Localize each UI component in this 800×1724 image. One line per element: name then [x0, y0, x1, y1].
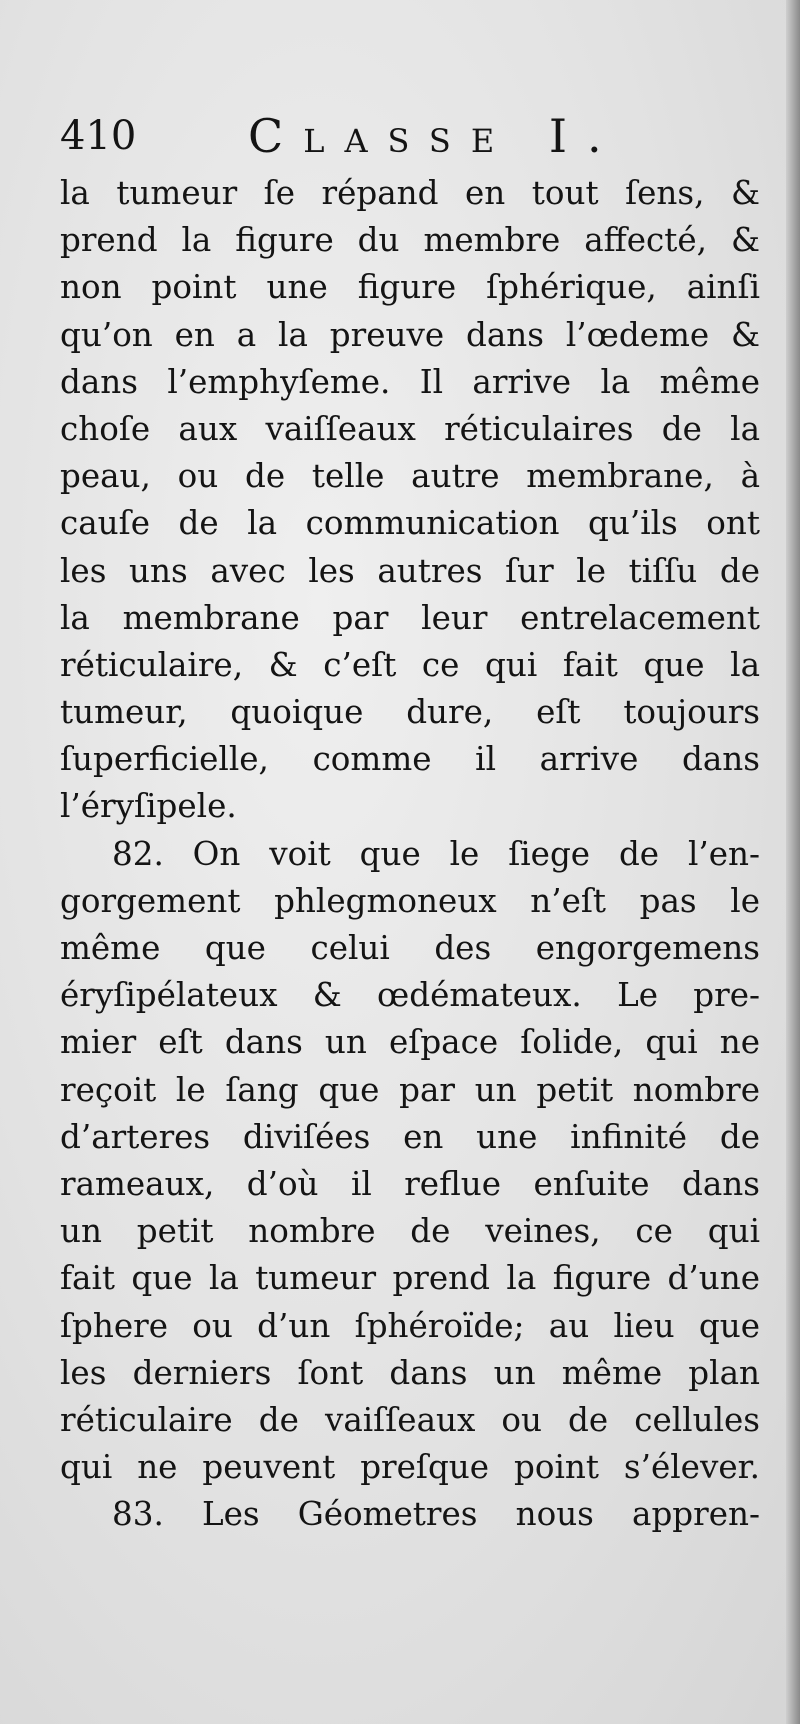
text-line: les uns avec les autres ſur le tiſſu de — [60, 551, 760, 590]
text-line: d’arteres diviſées en une infinité de — [60, 1117, 760, 1156]
text-line: gorgement phlegmoneux n’eſt pas le — [60, 881, 760, 920]
text-line: choſe aux vaiſſeaux réticulaires de la — [60, 409, 760, 448]
text-line: tumeur, quoique dure, eſt toujours — [60, 693, 760, 732]
text-line: non point une figure ſphérique, ainſi — [60, 268, 760, 307]
text-line: fait que la tumeur prend la figure d’une — [60, 1259, 760, 1298]
body-text — [60, 170, 760, 1538]
text-line: réticulaire, & c’eſt ce qui fait que la — [60, 645, 760, 684]
text-line: la tumeur ſe répand en tout ſens, & — [60, 174, 760, 212]
text-line: prend la figure du membre affecté, & — [60, 221, 760, 260]
text-line: ſphere ou d’un ſphéroïde; au lieu que — [60, 1306, 760, 1345]
text-line: l’éryſipele. — [60, 787, 237, 826]
text-line: mier eſt dans un eſpace ſolide, qui ne — [60, 1023, 760, 1062]
paragraph-start-82: 82. On voit que le ſiege de l’en- — [112, 834, 760, 873]
text-line: ſuperficielle, comme il arrive dans — [60, 740, 760, 779]
text-line: la membrane par leur entrelacement — [60, 598, 760, 637]
text-line: éryſipélateux & œdémateux. Le pre- — [60, 976, 760, 1015]
text-line: même que celui des engorgemens — [60, 929, 760, 967]
text-line: reçoit le ſang que par un petit nombre — [60, 1070, 760, 1109]
page-edge-shadow — [786, 0, 800, 1724]
running-head: Classe I. — [248, 109, 622, 163]
text-line: dans l’emphyſeme. Il arrive la même — [60, 362, 760, 401]
text-line: peau, ou de telle autre membrane, à — [60, 457, 760, 496]
text-line: rameaux, d’où il reflue enſuite dans — [60, 1164, 760, 1203]
text-line: cauſe de la communication qu’ils ont — [60, 504, 760, 543]
text-line: les derniers ſont dans un même plan — [60, 1353, 760, 1392]
text-line: qu’on en a la preuve dans l’œdeme & — [60, 315, 760, 354]
paragraph-start-83: 83. Les Géometres nous appren- — [112, 1495, 760, 1534]
text-line: qui ne peuvent preſque point s’élever. — [60, 1448, 760, 1487]
text-line: réticulaire de vaiſſeaux ou de cellules — [60, 1400, 760, 1439]
page-number: 410 — [60, 113, 137, 159]
text-line: un petit nombre de veines, ce qui — [60, 1212, 760, 1251]
page-header — [60, 106, 760, 166]
